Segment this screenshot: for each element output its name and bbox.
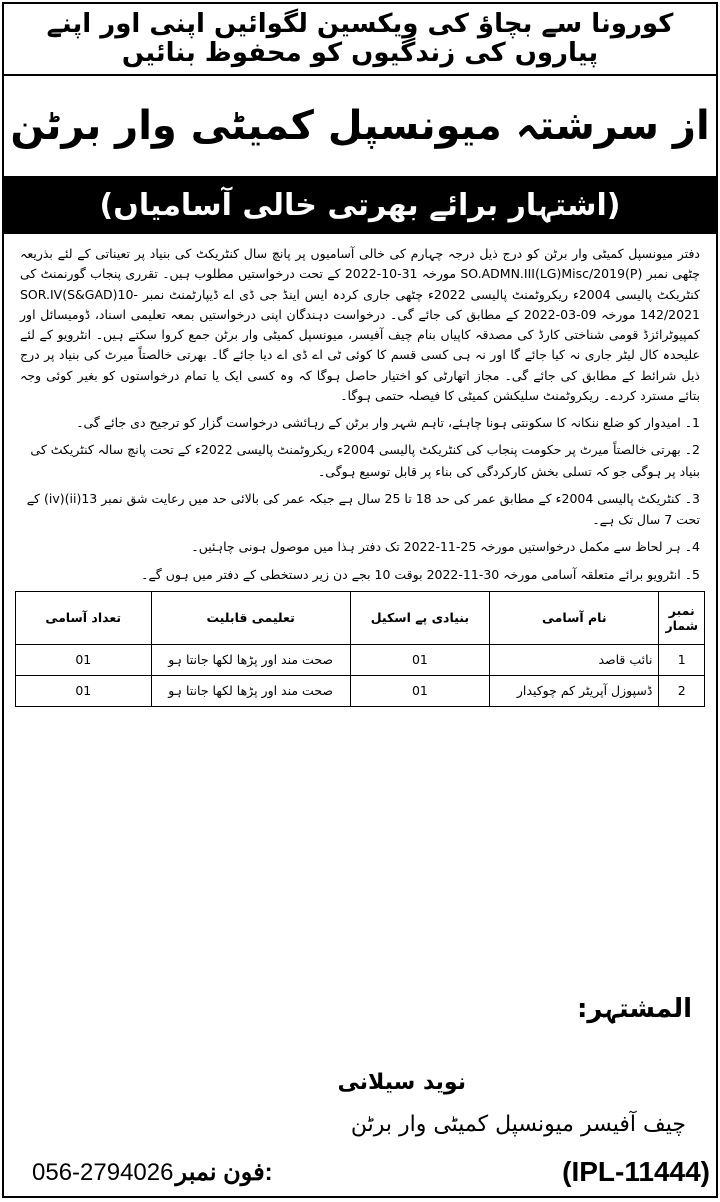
phone-line	[32, 1158, 273, 1187]
intro-paragraph: دفتر میونسپل کمیٹی وار برٹن کو درج ذیل درجہ چہارم کی خالی آسامیوں پر پانچ سال کنٹریکٹ کی بنیاد پر تعیناتی کے لئے بذریعہ چٹھی نمبر SO.ADMN.III(LG)Misc/2019(P) مورخہ 31-10-2022 کے تحت درخواستیں مطلوب ہیں۔ تقرری پنجاب گورنمنٹ کی کنٹریکٹ پالیسی 2004ء ریکروٹمنٹ پالیسی 2022ء چٹھی جاری کردہ ایس اینڈ جی ڈی اے ڈیپارٹمنٹ نمبر SOR.IV(S&GAD)10-142/2021 مورخہ 09-03-2022 کے مطابق کی جائے گی۔ درخواست دہندگان اپنی درخواستیں بمعہ تعلیمی اسناد، ڈومیسائل اور کمپیوٹرائزڈ قومی شناختی کارڈ کی مصدقہ کاپیاں بنام چیف آفیسر، میونسپل کمیٹی وار برٹن جمع کروا سکتے ہیں۔ انٹرویو کے لئے علیحدہ کال لیٹر جاری نہ کیا جائے گا اور نہ ہی کسی قسم کا کوئی ٹی اے ڈی اے دیا جائے گا۔ بھرتی خالصتاً میرٹ کی بنیاد پر درج ذیل شرائط کے مطابق کی جائے گی۔ مجاز اتھارٹی کو اختیار حاصل ہوگا کہ وہ کسی ایک یا تمام درخواستوں کو بغیر کوئی وجہ بتائے مسترد کردے۔ ریکروٹمنٹ سلیکشن کمیٹی کا فیصلہ حتمی ہوگا۔	[20, 246, 700, 403]
table-row	[16, 675, 705, 706]
phone-number: 056-2794026	[32, 1158, 174, 1186]
posts-count-cell: 01	[16, 644, 152, 675]
condition-item: 3۔ کنٹریکٹ پالیسی 2004ء کے مطابق عمر کی حد 18 تا 25 سال ہے جبکہ عمر کی بالائی حد میں رعایت شق نمبر 13(ii)(iv) کے تحت 7 سال تک ہے۔	[26, 490, 700, 527]
vacancies-table	[15, 591, 705, 707]
table-header-row	[16, 591, 705, 644]
pay-scale-cell: 01	[350, 644, 489, 675]
condition-item: 2۔ بھرتی خالصتاً میرٹ پر حکومت پنجاب کی کنٹریکٹ پالیسی 2004ء ریکروٹمنٹ پالیسی 2022ء کے تحت پانچ سالہ کنٹریکٹ کی بنیاد پر ہوگی جو کہ تسلی بخش کارکردگی کی بناء پر قابل توسیع ہوگی۔	[30, 442, 700, 479]
covid-vaccine-banner: کورونا سے بچاؤ کی ویکسین لگوائیں اپنی اور اپنے پیاروں کی زندگیوں کو محفوظ بنائیں	[4, 4, 716, 76]
condition-item: 1۔ امیدوار کو ضلع ننکانہ کا سکونتی ہونا چاہئے، تاہم شہر وار برٹن کے رہائشی درخواست گزار کو ترجیح دی جائے گی۔	[76, 415, 700, 430]
post-name-cell: ڈسپوزل آپریٹر کم چوکیدار	[490, 675, 659, 706]
col-qualification-header: تعلیمی قابلیت	[151, 591, 350, 644]
col-serial-header: نمبر شمار	[659, 591, 705, 644]
col-pay-scale-header: بنیادی پے اسکیل	[350, 591, 489, 644]
qualification-cell: صحت مند اور پڑھا لکھا جانتا ہو	[151, 644, 350, 675]
table-row	[16, 644, 705, 675]
posts-count-cell: 01	[16, 675, 152, 706]
qualification-cell: صحت مند اور پڑھا لکھا جانتا ہو	[151, 675, 350, 706]
col-post-name-header: نام آسامی	[490, 591, 659, 644]
serial-cell: 2	[659, 675, 705, 706]
serial-cell: 1	[659, 644, 705, 675]
advertiser-label: المشتہر:	[577, 994, 692, 1024]
ad-title-bar	[4, 176, 716, 234]
issuing-authority: از سرشتہ میونسپل کمیٹی وار برٹن	[10, 103, 710, 149]
condition-item: 5۔ انٹرویو برائے متعلقہ آسامی مورخہ 30-11-2022 بوقت 10 بجے دن زیر دستخطی کے دفتر میں ہوں گے۔	[141, 566, 700, 582]
ad-title: (اشتہار برائے بھرتی خالی آسامیاں)	[99, 187, 621, 223]
officer-title: چیف آفیسر میونسپل کمیٹی وار برٹن	[350, 1112, 686, 1137]
pay-scale-cell: 01	[350, 675, 489, 706]
col-posts-count-header: تعداد آسامی	[16, 591, 152, 644]
phone-label: فون نمبر:	[175, 1159, 273, 1186]
ipl-code: (IPL-11444)	[562, 1156, 710, 1187]
advertisement-page	[2, 2, 718, 1198]
condition-item: 4۔ ہر لحاظ سے مکمل درخواستیں مورخہ 25-11-2022 تک دفتر ہذا میں موصول ہونی چاہئیں۔	[191, 539, 700, 555]
officer-name: نوید سیلانی	[337, 1070, 466, 1095]
post-name-cell: نائب قاصد	[490, 644, 659, 675]
conditions-list	[4, 410, 716, 585]
